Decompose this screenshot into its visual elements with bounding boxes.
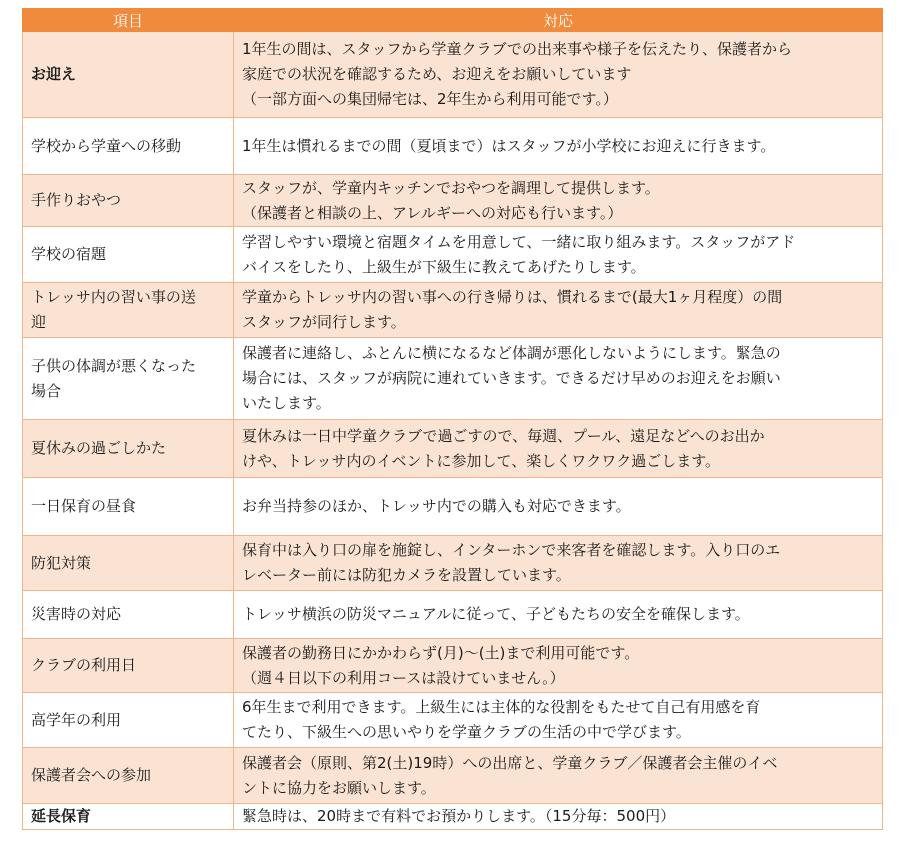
row-response-homework <box>234 227 883 283</box>
response-line: いたします。 <box>242 394 331 412</box>
row-response-snack <box>234 175 883 227</box>
info-table-wrapper <box>22 8 882 830</box>
table-row <box>23 32 883 118</box>
table-row <box>23 639 883 693</box>
response-line: スタッフが同行します。 <box>242 313 406 331</box>
row-item-club-days: クラブの利用日 <box>23 639 234 693</box>
item-line: 子供の体調が悪くなった <box>31 356 197 375</box>
response-line: （保護者と相談の上、アレルギーへの対応も行います。） <box>242 203 623 222</box>
row-response-sick-child <box>234 338 883 420</box>
response-line: 保護者に連絡し、ふとんに横になるなど体調が悪化しないようにします。緊急の <box>242 344 781 362</box>
row-item-extended-care: 延長保育 <box>23 804 234 830</box>
row-item-parents-meeting: 保護者会への参加 <box>23 748 234 804</box>
table-row <box>23 118 883 175</box>
response-line: 夏休みは一日中学童クラブで過ごすので、毎週、プール、遠足などへのお出か <box>242 426 765 445</box>
response-line: 場合には、スタッフが病院に連れていきます。できるだけ早めのお迎えをお願い <box>242 369 781 387</box>
response-line: （一部方面への集団帰宅は、2年生から利用可能です。） <box>242 90 618 108</box>
response-line: ントに協力をお願いします。 <box>242 778 436 797</box>
row-item-disaster: 災害時の対応 <box>23 591 234 639</box>
row-response-parents-meeting <box>234 748 883 804</box>
row-item-summer: 夏休みの過ごしかた <box>23 420 234 478</box>
response-line: 保護者会（原則、第2(土)19時）への出席と、学童クラブ／保護者会主催のイベ <box>242 753 778 772</box>
row-response-transfer <box>234 118 883 175</box>
table-row <box>23 536 883 591</box>
row-response-security <box>234 536 883 591</box>
row-item-lunch: 一日保育の昼食 <box>23 478 234 536</box>
row-item-upper-grades: 高学年の利用 <box>23 693 234 748</box>
row-response-extended-care <box>234 804 883 830</box>
response-line: （週４日以下の利用コースは設けていません。） <box>242 668 565 687</box>
service-info-table <box>22 8 883 830</box>
table-header-row <box>23 9 883 32</box>
row-item-transfer: 学校から学童への移動 <box>23 118 234 175</box>
table-row <box>23 175 883 227</box>
response-line: 緊急時は、20時まで有料でお預かりします。（15分毎：500円） <box>242 807 676 825</box>
response-line: トレッサ横浜の防災マニュアルに従って、子どもたちの安全を確保します。 <box>242 605 750 623</box>
item-line: 迎 <box>31 313 47 331</box>
row-response-pickup <box>234 32 883 118</box>
response-line: けや、トレッサ内のイベントに参加して、楽しくワクワク過ごします。 <box>242 451 721 470</box>
response-line: スタッフが、学童内キッチンでおやつを調理して提供します。 <box>242 178 660 197</box>
row-item-homework: 学校の宿題 <box>23 227 234 283</box>
table-row <box>23 227 883 283</box>
response-line: お弁当持参のほか、トレッサ内での購入も対応できます。 <box>242 497 631 515</box>
header-response: 対応 <box>234 9 883 32</box>
row-item-pickup: お迎え <box>23 32 234 118</box>
row-response-club-days <box>234 639 883 693</box>
row-response-lunch <box>234 478 883 536</box>
table-row <box>23 693 883 748</box>
table-row <box>23 338 883 420</box>
table-row <box>23 420 883 478</box>
response-line: バイスをしたり、上級生が下級生に教えてあげたりします。 <box>242 257 646 276</box>
row-item-security: 防犯対策 <box>23 536 234 591</box>
row-response-upper-grades <box>234 693 883 748</box>
table-row <box>23 748 883 804</box>
row-item-snack: 手作りおやつ <box>23 175 234 227</box>
item-line: トレッサ内の習い事の送 <box>31 288 196 306</box>
response-line: 保育中は入り口の扉を施錠し、インターホンで来客者を確認します。入り口のエ <box>242 541 781 559</box>
item-line: 場合 <box>31 381 62 400</box>
table-row <box>23 804 883 830</box>
table-row <box>23 591 883 639</box>
row-response-disaster <box>234 591 883 639</box>
table-row <box>23 478 883 536</box>
response-line: レベーター前には防犯カメラを設置しています。 <box>242 566 571 584</box>
response-line: 保護者の勤務日にかかわらず(月)〜(土)まで利用可能です。 <box>242 643 640 662</box>
response-line: 1年生は慣れるまでの間（夏頃まで）はスタッフが小学校にお迎えに行きます。 <box>242 136 776 155</box>
response-line: 1年生の間は、スタッフから学童クラブでの出来事や様子を伝えたり、保護者から <box>242 40 792 58</box>
row-response-lessons-escort <box>234 283 883 338</box>
response-line: 学習しやすい環境と宿題タイムを用意して、一緒に取り組みます。スタッフがアド <box>242 232 796 251</box>
row-item-sick-child <box>23 338 234 420</box>
response-line: 6年生まで利用できます。上級生には主体的な役割をもたせて自己有用感を育 <box>242 698 761 716</box>
response-line: 学童からトレッサ内の習い事への行き帰りは、慣れるまで(最大1ヶ月程度）の間 <box>242 288 783 306</box>
row-item-lessons-escort <box>23 283 234 338</box>
header-item: 項目 <box>23 9 234 32</box>
row-response-summer <box>234 420 883 478</box>
response-line: てたり、下級生への思いやりを学童クラブの生活の中で学びます。 <box>242 723 691 741</box>
response-line: 家庭での状況を確認するため、お迎えをお願いしています <box>242 65 632 83</box>
table-row <box>23 283 883 338</box>
